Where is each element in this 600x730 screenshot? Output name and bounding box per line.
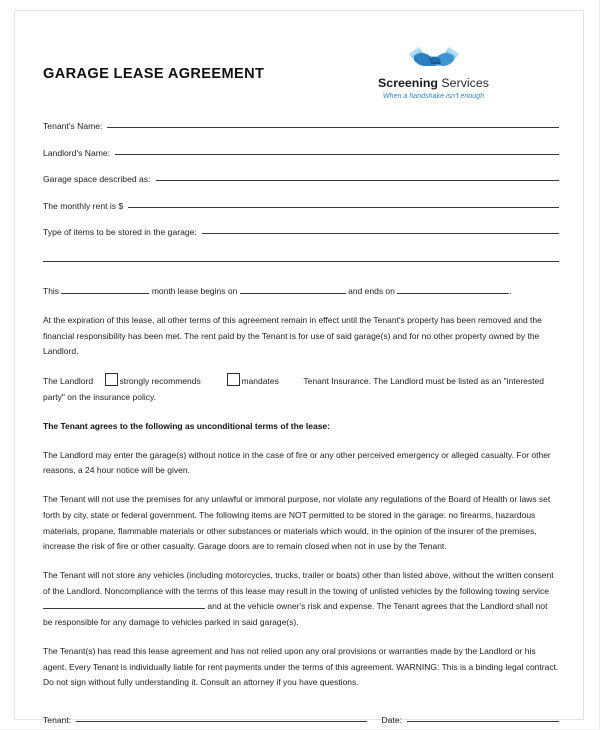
paper-sheet	[14, 10, 584, 725]
page-title: GARAGE LEASE AGREEMENT	[43, 66, 265, 82]
field-label: The monthly rent is $	[43, 200, 124, 211]
document-header	[43, 41, 559, 119]
checkbox-strongly-recommends[interactable]	[105, 373, 118, 386]
field-label: Garage space described as:	[43, 174, 151, 184]
handshake-icon	[366, 41, 501, 75]
items-stored-input-continued[interactable]	[43, 261, 559, 262]
logo-tagline: When a handshake isn't enough	[382, 92, 485, 100]
lease-months-input[interactable]	[61, 285, 149, 294]
paragraph-vehicles	[43, 568, 559, 630]
field-label: Type of items to be stored in the garage:	[43, 227, 197, 237]
tenant-signature-input[interactable]	[76, 721, 367, 722]
document-content	[43, 41, 559, 725]
signature-row	[43, 715, 559, 725]
vehicles-tail-text: and at the vehicle owner's risk and expense. The Tenant agrees that the Landlord shall not be responsible for any damage to vehicles parked in said garage(s).	[43, 601, 548, 627]
items-stored-input[interactable]	[202, 233, 559, 234]
towing-service-input[interactable]	[43, 600, 205, 609]
lease-start-date-input[interactable]	[240, 285, 346, 294]
checkbox-label-strongly-recommends: strongly recommends	[119, 376, 201, 387]
insurance-tail-text: Tenant Insurance. The Landlord must be listed as an "interested party" on the insurance policy.	[43, 376, 544, 402]
signature-date-label: Date:	[381, 714, 402, 725]
field-garage-space	[43, 174, 559, 184]
monthly-rent-input[interactable]	[128, 207, 559, 208]
tenant-name-input[interactable]	[107, 127, 559, 128]
paragraph-prohibited-use: The Tenant will not use the premises for any unlawful or immoral purpose, nor violate any regulations of the Board of Health or laws set forth by city, state or federal government. The following items are NOT permitted to be stored in the garage: no firearms, hazardous materials, propane, flammable materials or other substances or materials which would, in the opinion of the insurer of the premises, increase the risk of fire or other casualty. Garage doors are to remain closed when not in use by the Tenant.	[43, 494, 551, 552]
field-label: Landlord's Name:	[43, 147, 111, 158]
signature-date-input[interactable]	[407, 721, 559, 722]
paragraph-insurance	[43, 373, 559, 405]
checkbox-mandates[interactable]	[227, 373, 240, 386]
logo-name-light: Services	[437, 76, 489, 90]
logo-company-name	[366, 76, 501, 90]
lease-term-line	[43, 284, 559, 300]
logo-name-bold: Screening	[378, 76, 438, 90]
field-landlord-name	[43, 148, 559, 158]
lease-term-tail: and ends on	[348, 286, 395, 296]
form-fields	[43, 121, 559, 262]
field-tenant-name	[43, 121, 559, 131]
insurance-lead-text: The Landlord	[43, 376, 94, 387]
landlord-name-input[interactable]	[115, 154, 559, 155]
paragraph-acknowledgement: The Tenant(s) has read this lease agreement and has not relied upon any oral provisions or warranties made by the Landlord or his agent. Every Tenant is individually liable for rent payments under the terms of this agreement. WARNING: This is a binding legal contract. Do not sign without fully understanding it. Consult an attorney if you have questions.	[43, 646, 559, 688]
field-items-stored	[43, 227, 559, 237]
paragraph-entry-rights: The Landlord may enter the garage(s) without notice in the case of fire or any other perceived emergency or alleged casualty. For other reasons, a 24 hour notice will be given.	[43, 449, 551, 476]
lease-term-period: .	[509, 286, 512, 296]
field-label: Tenant's Name:	[43, 121, 103, 131]
lease-end-date-input[interactable]	[397, 285, 512, 296]
signature-tenant-label: Tenant:	[43, 714, 72, 725]
paragraph-expiration: At the expiration of this lease, all other terms of this agreement remain in effect until the Tenant's property has been removed and the financial responsibility has been met. The rent paid by the Tenant is for use of said garage(s) and for no other property owned by the Landlord.	[43, 315, 542, 357]
terms-heading: The Tenant agrees to the following as unconditional terms of the lease:	[43, 421, 330, 432]
lease-term-lead: This	[43, 286, 60, 296]
field-monthly-rent	[43, 201, 559, 211]
checkbox-label-mandates: mandates	[241, 376, 279, 387]
garage-space-input[interactable]	[156, 180, 560, 181]
vehicles-lead-text: The Tenant will not store any vehicles (including motorcycles, trucks, trailer or boats) other than listed above, without the written consent of the Landlord. Noncompliance with the terms of this lease may result in the towing of unlisted vehicles by the following towing service	[43, 570, 554, 596]
lease-term-mid: month lease begins on	[151, 286, 238, 296]
company-logo	[366, 41, 501, 100]
